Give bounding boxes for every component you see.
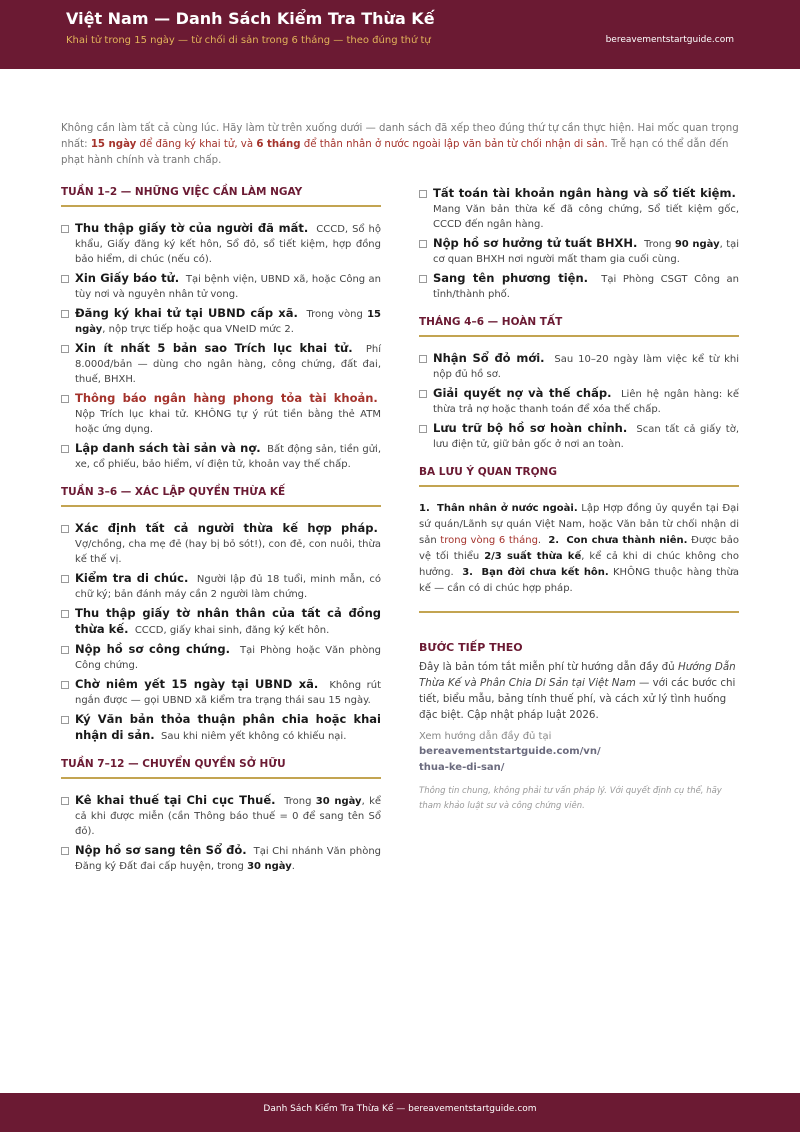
item-desc: Tại Phòng hoặc Văn phòng Công chứng.	[75, 645, 381, 671]
checkbox[interactable]	[61, 716, 69, 724]
note-text: KHÔNG thuộc hàng thừa kế — cần có di chúc hợp pháp.	[419, 567, 740, 594]
intro-paragraph	[61, 121, 740, 169]
note-number: 3.	[462, 567, 473, 578]
item-deadline: 15 ngày	[75, 309, 381, 335]
checkbox[interactable]	[419, 390, 427, 398]
item-label: Lập danh sách tài sản và nợ.	[75, 441, 261, 455]
item-desc-part: , kể cả khi được miễn (cần Thông báo thuế = 0 để sang tên Sổ đỏ).	[75, 796, 382, 837]
checklist-item[interactable]	[61, 571, 381, 602]
intro-deadline-2: 6 tháng	[256, 139, 301, 150]
section-heading: THÁNG 4–6 — HOÀN TẤT	[419, 316, 739, 337]
item-desc-part: , tại cơ quan BHXH nơi người mất tham gia cuối cùng.	[433, 239, 740, 265]
site-link[interactable]: bereavementstartguide.com	[605, 35, 734, 45]
page-title: Việt Nam — Danh Sách Kiểm Tra Thừa Kế	[66, 9, 435, 28]
note-text: .	[537, 535, 542, 546]
checklist-item[interactable]	[419, 236, 739, 267]
note-label: Thân nhân ở nước ngoài.	[437, 503, 578, 514]
intro-text: Không cần làm tất cả cùng lúc. Hãy làm từ trên xuống dưới — danh sách đã xếp theo đúng thứ tự cần thực hiện. Hai mốc quan trọng nhất:	[61, 123, 739, 150]
item-desc-part: Trong	[644, 239, 675, 250]
item-label: Nộp hồ sơ sang tên Sổ đỏ.	[75, 843, 247, 857]
checklist-item[interactable]	[61, 843, 381, 874]
item-deadline: 90 ngày	[674, 239, 720, 250]
item-label: Nhận Sổ đỏ mới.	[433, 351, 545, 365]
item-desc: Tại Phòng CSGT Công an tỉnh/thành phố.	[433, 274, 739, 300]
item-label: Tất toán tài khoản ngân hàng và sổ tiết kiệm.	[433, 186, 736, 200]
item-label: Sang tên phương tiện.	[433, 271, 588, 285]
section-heading: TUẦN 7–12 — CHUYỂN QUYỀN SỞ HỮU	[61, 758, 381, 779]
checklist-item[interactable]	[61, 677, 381, 708]
item-desc: Liên hệ ngân hàng: kế thừa trả nợ hoặc thanh toán để xóa thế chấp.	[433, 389, 739, 415]
item-desc-part: Tại Chi nhánh Văn phòng Đăng ký Đất đai cấp huyện, trong	[75, 846, 381, 872]
item-desc: Mang Văn bản thừa kế đã công chứng, Sổ tiết kiệm gốc, CCCD đến ngân hàng.	[433, 204, 739, 230]
checkbox[interactable]	[419, 425, 427, 433]
note-label: Con chưa thành niên.	[566, 535, 688, 546]
guide-link[interactable]: bereavementstartguide.com/vn/	[419, 746, 601, 757]
checkbox[interactable]	[61, 275, 69, 283]
note-highlight: 2/3 suất thừa kế	[484, 551, 582, 562]
item-label: Lưu trữ bộ hồ sơ hoàn chỉnh.	[433, 421, 628, 435]
note-text: Lập Hợp đồng ủy quyền tại Đại sứ quán/Lãnh sự quán Việt Nam, hoặc Văn bản từ chối nhận di sản	[419, 503, 740, 546]
item-label: Xác định tất cả người thừa kế hợp pháp.	[75, 521, 378, 535]
checklist-item[interactable]	[61, 341, 381, 387]
right-column	[419, 186, 739, 814]
intro-text: để thân nhân ở nước ngoài lập văn bản từ chối nhận di sản.	[300, 139, 608, 150]
item-desc: Scan tất cả giấy tờ, lưu điện tử, giữ bản gốc ở nơi an toàn.	[433, 424, 740, 450]
checklist-item[interactable]	[61, 521, 381, 567]
left-column	[61, 186, 381, 878]
item-desc: CCCD, giấy khai sinh, đăng ký kết hôn.	[134, 625, 330, 636]
header	[0, 0, 800, 69]
guide-link-label: Xem hướng dẫn đầy đủ tại	[419, 731, 552, 742]
checklist-item[interactable]	[61, 306, 381, 337]
next-text: Đây là bản tóm tắt miễn phí từ hướng dẫn đầy đủ	[419, 661, 678, 673]
checkbox[interactable]	[419, 355, 427, 363]
item-label: Chờ niêm yết 15 ngày tại UBND xã.	[75, 677, 319, 691]
checkbox[interactable]	[61, 575, 69, 583]
next-steps-heading: BƯỚC TIẾP THEO	[419, 641, 523, 654]
checkbox[interactable]	[419, 240, 427, 248]
checklist-item[interactable]	[61, 271, 381, 302]
item-label: Giải quyết nợ và thế chấp.	[433, 386, 612, 400]
checkbox[interactable]	[61, 646, 69, 654]
checklist-item[interactable]	[61, 221, 381, 267]
checklist-item[interactable]	[419, 421, 739, 452]
item-desc: Sau khi niêm yết không có khiếu nại.	[161, 731, 347, 742]
item-desc: CCCD, Sổ hộ khẩu, Giấy đăng ký kết hôn, Sổ đỏ, sổ tiết kiệm, hợp đồng bảo hiểm, di chúc (nếu có).	[75, 224, 381, 265]
guide-title: Hướng Dẫn Thừa Kế và Phân Chia Di Sản tại Việt Nam	[419, 661, 736, 689]
checklist-item[interactable]	[61, 642, 381, 673]
item-label: Thu thập giấy tờ của người đã mất.	[75, 221, 309, 235]
item-label: Xin ít nhất 5 bản sao Trích lục khai tử.	[75, 341, 353, 355]
item-label: Nộp hồ sơ công chứng.	[75, 642, 230, 656]
checkbox[interactable]	[61, 847, 69, 855]
checkbox[interactable]	[61, 681, 69, 689]
checkbox[interactable]	[61, 345, 69, 353]
note-deadline: trong vòng 6 tháng	[440, 535, 538, 546]
checkbox[interactable]	[61, 395, 69, 403]
section-heading: TUẦN 3–6 — XÁC LẬP QUYỀN THỪA KẾ	[61, 486, 381, 507]
checklist-item[interactable]	[419, 271, 739, 302]
important-notes	[419, 501, 739, 613]
checkbox[interactable]	[61, 310, 69, 318]
item-desc: Vợ/chồng, cha mẹ đẻ (hay bị bỏ sót!), con đẻ, con nuôi, thừa kế thế vị.	[75, 539, 381, 565]
next-text: — với các bước chi tiết, biểu mẫu, bảng tính thuế phí, và cách xử lý tình huống đặc biệt. Cập nhật pháp luật 2026.	[419, 677, 736, 721]
item-label: Kê khai thuế tại Chi cục Thuế.	[75, 793, 276, 807]
item-deadline: 30 ngày	[247, 861, 292, 872]
item-desc: Phí 8.000đ/bản — dùng cho ngân hàng, công chứng, đất đai, thuế, BHXH.	[75, 344, 381, 385]
note-text: Được bảo vệ tối thiểu	[419, 535, 740, 562]
item-desc-part: , nộp trực tiếp hoặc qua VNeID mức 2.	[102, 324, 294, 335]
next-steps-body	[419, 659, 739, 723]
item-deadline: 30 ngày	[315, 796, 362, 807]
item-desc: Không rút ngắn được — gọi UBND xã kiểm tra trạng thái sau 15 ngày.	[75, 680, 382, 706]
checkbox[interactable]	[419, 275, 427, 283]
note-text: , kể cả khi di chúc không cho hưởng.	[419, 551, 740, 578]
checkbox[interactable]	[61, 525, 69, 533]
checklist-item[interactable]	[419, 351, 739, 382]
item-label: Đăng ký khai tử tại UBND cấp xã.	[75, 306, 298, 320]
item-label: Thu thập giấy tờ nhân thân của tất cả đồng thừa kế.	[75, 606, 381, 636]
intro-text: Trễ hạn có thể dẫn đến phạt hành chính và tranh chấp.	[61, 139, 729, 166]
item-label: Kiểm tra di chúc.	[75, 571, 189, 585]
item-desc: Sau 10–20 ngày làm việc kể từ khi nộp đủ hồ sơ.	[433, 354, 739, 380]
intro-deadline-1: 15 ngày	[90, 139, 137, 150]
disclaimer: Thông tin chung, không phải tư vấn pháp lý. Với quyết định cụ thể, hãy tham khảo luật sư và công chứng viên.	[419, 786, 722, 811]
checklist-item[interactable]	[61, 606, 381, 638]
checkbox[interactable]	[61, 445, 69, 453]
item-desc-part: Trong	[284, 796, 316, 807]
intro-text: để đăng ký khai tử, và	[136, 139, 257, 150]
checklist-item[interactable]	[61, 712, 381, 744]
note-number: 2.	[548, 535, 560, 546]
section-heading: TUẦN 1–2 — NHỮNG VIỆC CẦN LÀM NGAY	[61, 186, 381, 207]
checkbox[interactable]	[61, 225, 69, 233]
checklist-item[interactable]	[61, 391, 381, 437]
item-desc: Người lập đủ 18 tuổi, minh mẫn, có chữ ký; bản đánh máy cần 2 người làm chứng.	[75, 574, 381, 600]
item-label: Thông báo ngân hàng phong tỏa tài khoản.	[75, 391, 378, 405]
guide-link[interactable]: thua-ke-di-san/	[419, 762, 505, 773]
checkbox[interactable]	[61, 610, 69, 618]
checkbox[interactable]	[419, 190, 427, 198]
page-subtitle: Khai tử trong 15 ngày — từ chối di sản trong 6 tháng — theo đúng thứ tự	[66, 35, 431, 46]
checklist-item[interactable]	[419, 186, 739, 232]
checklist-item[interactable]	[61, 441, 381, 472]
footer-text: Danh Sách Kiểm Tra Thừa Kế — bereavementstartguide.com	[263, 1104, 537, 1114]
section-heading: BA LƯU Ý QUAN TRỌNG	[419, 466, 739, 487]
item-label: Nộp hồ sơ hưởng tử tuất BHXH.	[433, 236, 638, 250]
checklist-item[interactable]	[61, 793, 381, 839]
item-desc-part: .	[291, 861, 295, 872]
note-label: Bạn đời chưa kết hôn.	[481, 567, 609, 578]
item-desc-part: Trong vòng	[306, 309, 368, 320]
note-number: 1.	[419, 503, 430, 514]
checkbox[interactable]	[61, 797, 69, 805]
item-desc: Nộp Trích lục khai tử. KHÔNG tự ý rút tiền bằng thẻ ATM hoặc ứng dụng.	[75, 409, 381, 435]
item-label: Xin Giấy báo tử.	[75, 271, 180, 285]
item-desc: Tại bệnh viện, UBND xã, hoặc Công an tùy nơi và nguyên nhân tử vong.	[75, 274, 381, 300]
item-label: Ký Văn bản thỏa thuận phân chia hoặc khai nhận di sản.	[75, 712, 381, 742]
item-desc: Bất động sản, tiền gửi, xe, cổ phiếu, bảo hiểm, ví điện tử, khoản vay thế chấp.	[75, 444, 381, 470]
footer	[0, 1093, 800, 1132]
checklist-item[interactable]	[419, 386, 739, 417]
